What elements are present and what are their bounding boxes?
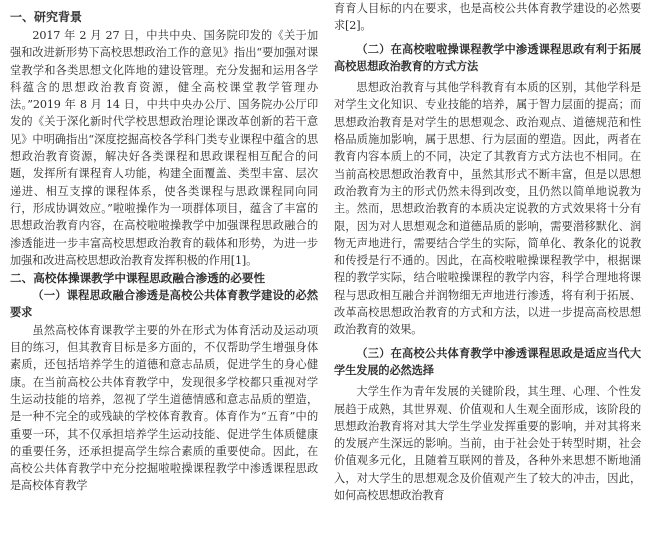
paragraph-continuation: 育育人目标的内在要求，也是高校公共体育教学建设的必然要求[2]。 xyxy=(334,2,641,33)
subsection-heading-2: （二）在高校啦啦操课程教学中渗透课程思政有利于拓展高校思想政治教育的方式方法 xyxy=(334,41,641,73)
subsection-heading-3: （三）在高校公共体育教学中渗透课程思政是适应当代大学生发展的必然选择 xyxy=(334,345,641,377)
subsection-heading-1: （一）课程思政融合渗透是高校公共体育教学建设的必然要求 xyxy=(10,288,318,320)
paragraph-background: 2017 年 2 月 27 日，中共中央、国务院印发的《关于加强和改进新形势下高校思想政治工作的意见》指出“要加强对课堂教学和各类思想文化阵地的建设管理。充分发掘和运用各学科蕴含的思想政治教育资源，健全高校课堂教学管理办法。”2019 年 8 月 14 日，中共中央办公厅、国务院办公厅印发的《关于深化新时代学校思想政治理论课改革创新的若干意见》中明确指出“深度挖掘高校各学科门类专业课程中蕴含的思想政治教育资源，解决好各类课程和思政课程相互配合的问题，发挥所有课程育人功能，构建全面覆盖、类型丰富、层次递进、相互支撑的课程体系，使各类课程与思政课程同向同行，形成协调效应。”啦啦操作为一项群体项目，蕴含了丰富的思想政治教育内容，在高校啦啦操教学中加强课程思政融合的渗透能进一步丰富高校思想政治教育的载体和形势，为进一步加强和改进高校思想政治教育发挥积极的作用[1]。 xyxy=(10,29,318,267)
section-heading-research-background: 一、研究背景 xyxy=(10,10,83,24)
right-column xyxy=(334,0,641,504)
section-heading-necessity: 二、高校体操课教学中课程思政融合渗透的必要性 xyxy=(10,271,266,286)
left-column xyxy=(10,0,318,495)
paragraph-necessity: 虽然高校体育课教学主要的外在形式为体育活动及运动项目的练习，但其教育目标是多方面的，不仅帮助学生增强身体素质，还包括培养学生的道德和意志品质，促进学生的身心健康。在当前高校公共体育教学中，发现很多学校都只重视对学生运动技能的培养，忽视了学生道德情感和意志品质的塑造，是一种不完全的或残缺的学校体育教育。体育作为“五育”中的重要一环，其不仅承担培养学生运动技能、促进学生体质健康的重要任务，还承担提高学生综合素质的重要使命。因此，在高校公共体育教学中充分挖掘啦啦操课程教学中渗透课程思政是高校体育教学 xyxy=(10,323,318,493)
paragraph-students: 大学生作为青年发展的关键阶段，其生理、心理、个性发展趋于成熟，其世界观、价值观和人生观全面形成，该阶段的思想政治教育将对其大学生学业发挥重要的影响，并对其将来的发展产生深远的影响。当前，由于社会处于转型时期，社会价值观多元化，且随着互联网的普及，各种外来思想不断地涌入，对大学生的思想观念及价值观产生了较大的冲击，因此，如何高校思想政治教育 xyxy=(334,385,641,503)
paragraph-methods: 思想政治教育与其他学科教育有本质的区别，其他学科是对学生文化知识、专业技能的培养，属于智力层面的提高；而思想政治教育是对学生的思想观念、政治观点、道德规范和性格品质施加影响，属于思想、行为层面的塑造。因此，两者在教育内容本质上的不同，决定了其教育方式方法也不相同。在当前高校思想政治教育中，虽然其形式不断丰富，但是以思想政治教育为主的形式仍然未得到改变，且仍然以简单地说教为主。然而，思想政治教育的本质决定说教的方式效果将十分有限，因为对人思想观念和道德品质的影响，需要潜移默化、润物无声地进行，需要结合学生的实际，简单化、教条化的说教和传授是行不通的。因此，在高校啦啦操课程教学中，根据课程的教学实际，结合啦啦操课程的教学内容，科学合理地将课程与思政相互融合并润物细无声地进行渗透，将有利于拓展、改革高校思想政治教育的方式和方法，以进一步提高高校思想政治教育的效果。 xyxy=(334,81,641,337)
